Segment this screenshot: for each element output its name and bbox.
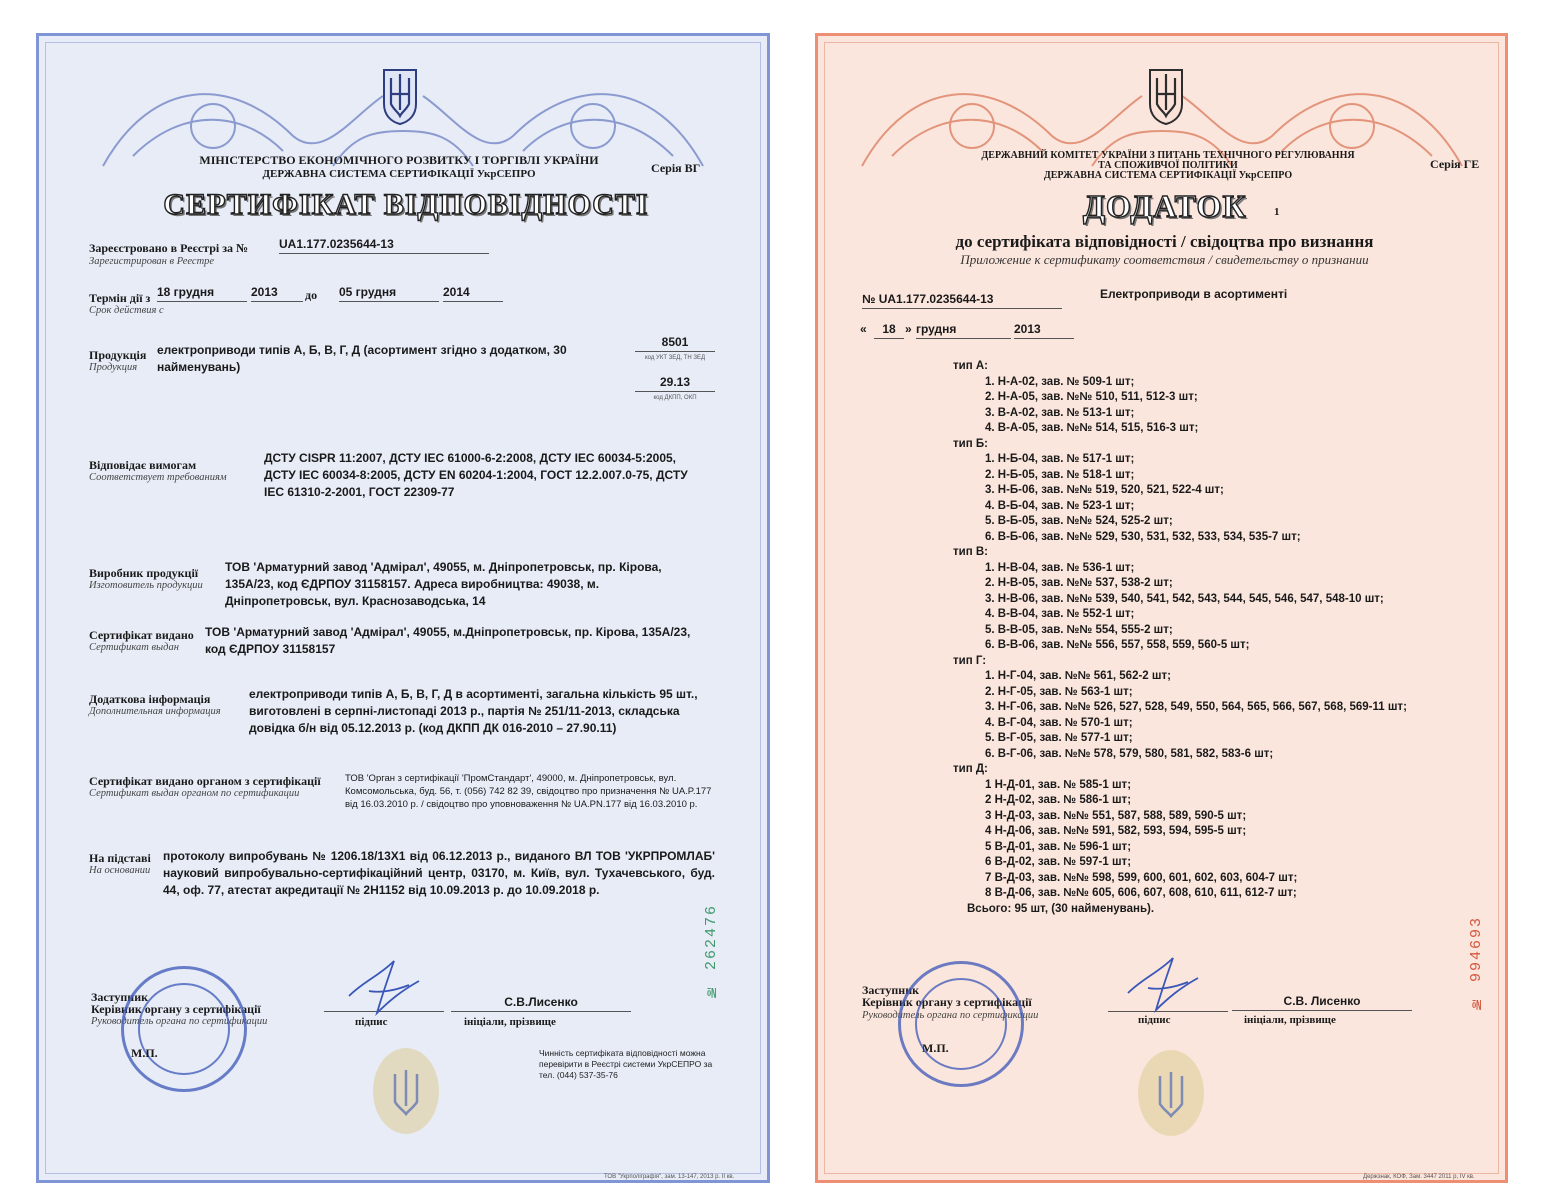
type-heading: тип А: — [953, 360, 988, 372]
initials-label: ініціали, прізвище — [464, 1016, 556, 1028]
registered-sublabel: Зарегистрирован в Реестре — [89, 256, 215, 267]
system-name: ДЕРЖАВНА СИСТЕМА СЕРТИФІКАЦІЇ УкрСЕПРО — [1043, 170, 1293, 181]
manufacturer-value: ТОВ 'Арматурний завод 'Адмірал', 49055, м. Дніпропетровськ, пр. Кірова, 135А/23, код ЄДРПОУ 31158157. Адреса виробництва: 49038, м. Дніпропетровськ, вул. Краснозаводська, 14 — [225, 560, 662, 608]
annex-title: ДОДАТОК — [1083, 188, 1247, 224]
list-item: 5. В-Г-05, зав. № 577-1 шт; — [985, 732, 1133, 744]
term-from-year: 2013 — [251, 284, 303, 302]
requirements-sublabel: Соответствует требованиям — [89, 472, 227, 483]
signer-name: С.В. Лисенко — [1232, 993, 1412, 1011]
issued-to-sublabel: Сертификат выдан — [89, 642, 179, 653]
ministry-name: МІНІСТЕРСТВО ЕКОНОМІЧНОГО РОЗВИТКУ І ТОРГІВЛІ УКРАЇНИ — [199, 153, 599, 167]
certificate-sheet — [36, 33, 770, 1183]
code-dkpp: 29.13 — [635, 374, 715, 392]
handwritten-signature-icon — [1118, 948, 1208, 1018]
hologram-icon — [1136, 1048, 1206, 1138]
manufacturer-sublabel: Изготовитель продукции — [89, 580, 203, 591]
annex-product: Електроприводи в асортименті — [1100, 287, 1288, 301]
type-heading: тип Г: — [953, 654, 987, 667]
term-to-label: до — [305, 288, 318, 302]
type-heading: тип Д: — [953, 763, 988, 775]
registered-label: Зареєстровано в Реєстрі за № — [89, 241, 249, 255]
list-item: 7 В-Д-03, зав. №№ 598, 599, 600, 601, 602, 603, 604-7 шт; — [985, 871, 1298, 884]
list-item: 3. Н-Г-06, зав. №№ 526, 527, 528, 549, 550, 564, 565, 566, 567, 568, 569-11 шт; — [985, 701, 1407, 713]
requirements-value: ДСТУ CISPR 11:2007, ДСТУ IEC 61000-6-2:2008, ДСТУ IEC 60034-5:2005, ДСТУ IEC 60034-8:2005, ДСТУ EN 60204-1:2004, ГОСТ 12.2.007.0-75, ДСТУ IEC 61310-2-2001, ГОСТ 22309-77 — [264, 451, 688, 499]
list-item: 6 В-Д-02, зав. № 597-1 шт; — [985, 856, 1132, 868]
annex-date-month: грудня — [916, 321, 1011, 339]
list-item: 5. В-В-05, зав. №№ 554, 555-2 шт; — [985, 623, 1173, 636]
list-item: 2. Н-Б-05, зав. № 518-1 шт; — [985, 468, 1135, 481]
issued-to-label: Сертифікат видано — [89, 628, 194, 642]
printer-imprint: ТОВ "Укрполіграфія", зам. 13-147, 2013 р. ІІ кв. — [604, 1174, 735, 1180]
list-item: 1 Н-Д-01, зав. № 585-1 шт; — [985, 778, 1132, 791]
list-item: 4. В-Б-04, зав. № 523-1 шт; — [985, 499, 1135, 512]
code-ukt-zed: 8501 — [635, 334, 715, 352]
validity-note: Чинність сертифіката відповідності можна перевірити в Реєстрі системи УкрСЕПРО за тел. (044) 537-35-76 — [539, 1048, 713, 1080]
additional-info-label: Додаткова інформація — [89, 692, 211, 706]
total-line: Всього: 95 шт, (30 найменувань). — [967, 902, 1155, 915]
date-open-quote: « — [860, 322, 867, 336]
list-item: 6. В-В-06, зав. №№ 556, 557, 558, 559, 560-5 шт; — [985, 639, 1250, 651]
trident-emblem-icon — [380, 66, 420, 126]
cert-body-value: ТОВ 'Орган з сертифікації 'ПромСтандарт', 49000, м. Дніпропетровськ, вул. Комсомольська, буд. 56, т. (056) 742 82 39, свідоцтво про призначення № UA.P.177 від 16.03.2010 р. / свідоцтво про уповноваження № UA.PN.177 від 16.03.2010 р. — [345, 773, 712, 810]
list-item: 2. Н-В-05, зав. №№ 537, 538-2 шт; — [985, 577, 1173, 589]
list-item: 5 В-Д-01, зав. № 596-1 шт; — [985, 840, 1132, 853]
list-item: 1. Н-В-04, зав. № 536-1 шт; — [985, 561, 1135, 574]
additional-info-value: електроприводи типів А, Б, В, Г, Д в асортименті, загальна кількість 95 шт., виготовлені в серпні-листопаді 2013 р., партія № 251/11-2013, складська довідка б/н від 05.12.2013 р. (код ДКПП ДК 016-2010 – 27.90.11) — [249, 687, 698, 735]
additional-info-sublabel: Дополнительная информация — [89, 706, 221, 717]
committee-name-2: ТА СПОЖИВЧОЇ ПОЛІТИКИ — [1098, 160, 1238, 171]
term-to-day: 05 грудня — [339, 284, 439, 302]
hologram-icon — [371, 1046, 441, 1136]
list-item: 3. Н-Б-06, зав. №№ 519, 520, 521, 522-4 шт; — [985, 484, 1224, 496]
annex-date-day: 18 — [874, 321, 904, 339]
printer-imprint: Держзнак, КОФ, Зам. 3447 2011 р, IV кв. — [1363, 1174, 1475, 1180]
initials-label: ініціали, прізвище — [1244, 1014, 1336, 1026]
product-label: Продукція — [89, 348, 147, 362]
official-stamp-icon — [121, 966, 247, 1092]
basis-value: протоколу випробувань № 1206.18/13Х1 від 06.12.2013 р., виданого ВЛ ТОВ 'УКРПРОМЛАБ' науковий випробувально-сертифікаційний центр, 03170, м. Київ, вул. Тухачевського, буд. 44, оф. 77, атестат акредитації № 2Н1152 від 10.09.2013 р. до 10.09.2018 р. — [163, 849, 715, 897]
list-item: 6. В-Б-06, зав. №№ 529, 530, 531, 532, 533, 534, 535-7 шт; — [985, 530, 1301, 543]
product-sublabel: Продукция — [89, 362, 138, 373]
basis-sublabel: На основании — [89, 865, 151, 876]
committee-name: ДЕРЖАВНИЙ КОМІТЕТ УКРАЇНИ З ПИТАНЬ ТЕХНІЧНОГО РЕГУЛЮВАННЯ — [981, 150, 1355, 161]
signature-label: підпис — [1138, 1014, 1171, 1026]
manufacturer-label: Виробник продукції — [89, 566, 199, 580]
term-to-year: 2014 — [443, 284, 503, 302]
registered-number: UA1.177.0235644-13 — [279, 236, 489, 254]
date-close-quote: » — [905, 322, 912, 336]
cert-body-label: Сертифікат видано органом з сертифікації — [89, 774, 321, 788]
list-item: 4 Н-Д-06, зав. №№ 591, 582, 593, 594, 595-5 шт; — [985, 825, 1247, 837]
list-item: 5. В-Б-05, зав. №№ 524, 525-2 шт; — [985, 515, 1173, 527]
basis-label: На підставі — [89, 851, 151, 865]
deputy-label: Заступник — [91, 990, 149, 1004]
serial-number: № 994693 — [1468, 916, 1485, 1013]
list-item: 8 В-Д-06, зав. №№ 605, 606, 607, 608, 610, 611, 612-7 шт; — [985, 887, 1297, 899]
list-item: 1. Н-А-02, зав. № 509-1 шт; — [985, 375, 1135, 388]
official-stamp-icon — [898, 961, 1024, 1087]
signer-name: С.В.Лисенко — [451, 994, 631, 1012]
head-label: Керівник органу з сертифікації — [862, 995, 1032, 1009]
serial-number: № 262476 — [703, 904, 720, 1001]
mp-label: М.П. — [922, 1041, 949, 1055]
list-item: 3 Н-Д-03, зав. №№ 551, 587, 588, 589, 590-5 шт; — [985, 809, 1247, 822]
annex-title-number: 1 — [1274, 206, 1280, 218]
annex-subtitle: до сертифіката відповідності / свідоцтва про визнання — [955, 232, 1374, 251]
annex-sheet — [815, 33, 1508, 1183]
cert-body-sublabel: Сертификат выдан органом по сертификации — [89, 788, 300, 799]
annex-number: № UA1.177.0235644-13 — [862, 291, 1062, 309]
handwritten-signature-icon — [339, 951, 429, 1021]
list-item: 1. Н-Б-04, зав. № 517-1 шт; — [985, 453, 1135, 465]
list-item: 6. В-Г-06, зав. №№ 578, 579, 580, 581, 582, 583-6 шт; — [985, 747, 1274, 760]
head-label: Керівник органу з сертифікації — [91, 1002, 261, 1016]
series-label: Серія ВГ — [651, 161, 701, 175]
annex-date-year: 2013 — [1014, 321, 1074, 339]
code-ukt-zed-label: код УКТ ЗЕД, ТН ЗЕД — [644, 355, 706, 361]
signature-label: підпис — [355, 1016, 388, 1028]
issued-to-value: ТОВ 'Арматурний завод 'Адмірал', 49055, м.Дніпропетровськ, пр. Кірова, 135А/23, код ЄДРПОУ 31158157 — [205, 625, 691, 656]
mp-label: М.П. — [131, 1046, 158, 1060]
annex-subtitle-ru: Приложение к сертификату соответствия / свидетельству о признании — [960, 252, 1369, 267]
series-label: Серія ГЕ — [1430, 157, 1480, 171]
list-item: 2 Н-Д-02, зав. № 586-1 шт; — [985, 794, 1132, 806]
term-label: Термін дії з — [89, 291, 151, 305]
list-item: 4. В-В-04, зав. № 552-1 шт; — [985, 608, 1135, 620]
list-item: 2. Н-А-05, зав. №№ 510, 511, 512-3 шт; — [985, 391, 1198, 403]
term-from-day: 18 грудня — [157, 284, 247, 302]
head-sublabel: Руководитель органа по сертификации — [862, 1010, 1039, 1021]
code-dkpp-label: код ДКПП, ОКП — [653, 395, 697, 401]
system-name: ДЕРЖАВНА СИСТЕМА СЕРТИФІКАЦІЇ УкрСЕПРО — [262, 168, 536, 180]
list-item: 1. Н-Г-04, зав. №№ 561, 562-2 шт; — [985, 670, 1171, 682]
head-sublabel: Руководитель органа по сертификации — [91, 1016, 268, 1027]
deputy-label: Заступник — [862, 983, 920, 997]
requirements-label: Відповідає вимогам — [89, 458, 197, 472]
items-list — [953, 359, 1407, 917]
certificate-title: СЕРТИФІКАТ ВІДПОВІДНОСТІ — [163, 188, 649, 221]
list-item: 2. Н-Г-05, зав. № 563-1 шт; — [985, 685, 1133, 698]
list-item: 3. Н-В-06, зав. №№ 539, 540, 541, 542, 543, 544, 545, 546, 547, 548-10 шт; — [985, 592, 1384, 605]
list-item: 4. В-Г-04, зав. № 570-1 шт; — [985, 716, 1133, 729]
term-sublabel: Срок действия с — [89, 305, 164, 316]
trident-emblem-icon — [1146, 66, 1186, 126]
type-heading: тип В: — [953, 546, 988, 558]
list-item: 4. В-А-05, зав. №№ 514, 515, 516-3 шт; — [985, 422, 1199, 434]
type-heading: тип Б: — [953, 437, 988, 450]
product-value: електроприводи типів А, Б, В, Г, Д (асортимент згідно з додатком, 30 найменувань) — [157, 343, 567, 374]
list-item: 3. В-А-02, зав. № 513-1 шт; — [985, 406, 1135, 419]
